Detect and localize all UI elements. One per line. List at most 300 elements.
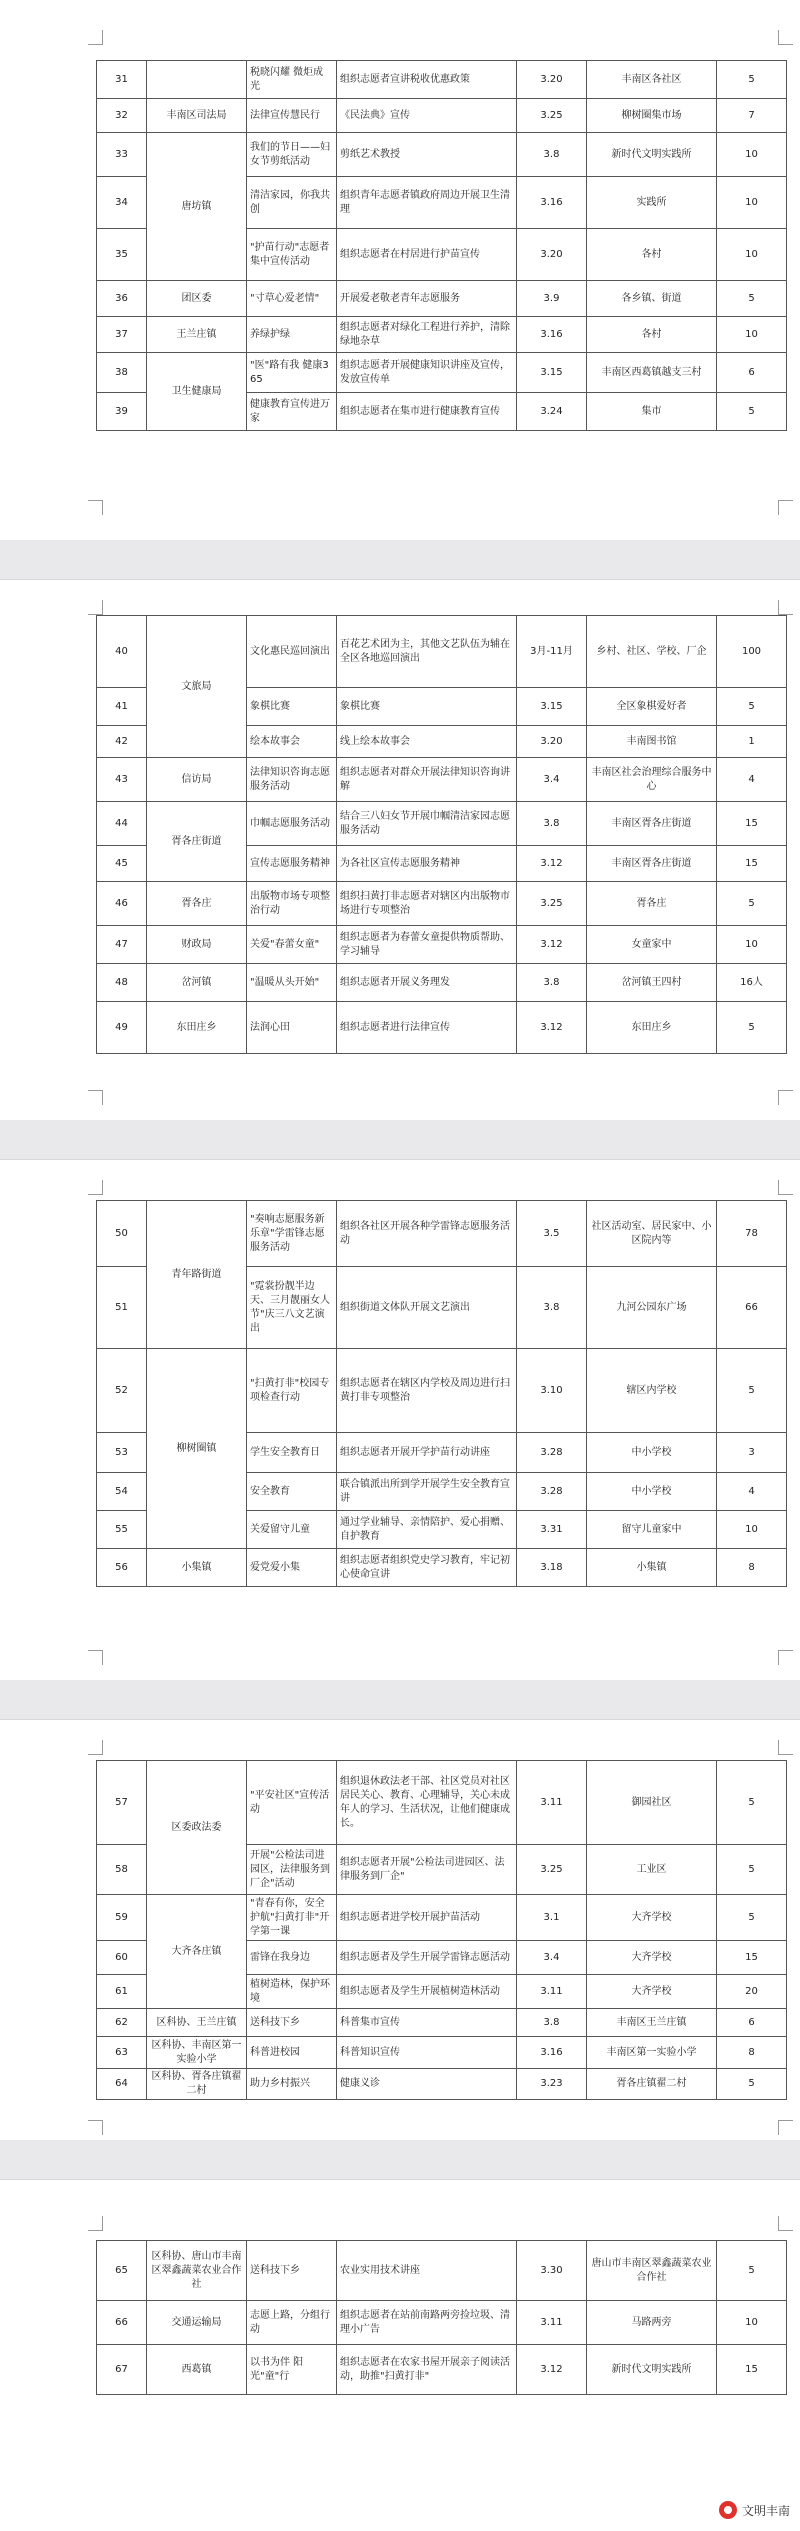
content-cell: 组织志愿者开展健康知识讲座及宣传，发放宣传单: [337, 353, 517, 393]
unit-cell: 交通运输局: [147, 2301, 247, 2345]
place-cell: 东田庄乡: [587, 1002, 717, 1054]
unit-cell: 小集镇: [147, 1549, 247, 1587]
unit-cell: 王兰庄镇: [147, 317, 247, 353]
crop-mark: [778, 1180, 793, 1195]
row-number: 33: [97, 133, 147, 177]
date-cell: 3.8: [517, 2009, 587, 2037]
unit-cell: 财政局: [147, 926, 247, 964]
date-cell: 3.28: [517, 1433, 587, 1473]
page-3: [0, 1160, 800, 1680]
unit-cell: 柳树圈镇: [147, 1349, 247, 1549]
activity-cell: "医"路有我 健康365: [247, 353, 337, 393]
unit-cell: 岔河镇: [147, 964, 247, 1002]
crop-mark: [88, 600, 103, 615]
row-number: 56: [97, 1549, 147, 1587]
unit-cell: 区委政法委: [147, 1761, 247, 1895]
count-cell: 15: [717, 2345, 787, 2395]
date-cell: 3.11: [517, 1761, 587, 1845]
table-row: [97, 2009, 787, 2037]
row-number: 31: [97, 61, 147, 99]
content-cell: 组织志愿者在村居进行护苗宣传: [337, 229, 517, 281]
table-row: [97, 2069, 787, 2100]
crop-mark: [88, 1740, 103, 1755]
table-row: [97, 1349, 787, 1433]
crop-mark: [88, 1090, 103, 1105]
date-cell: 3.10: [517, 1349, 587, 1433]
date-cell: 3.15: [517, 353, 587, 393]
unit-cell: 胥各庄: [147, 882, 247, 926]
activity-cell: 以书为伴 阳光"童"行: [247, 2345, 337, 2395]
activity-table: [96, 1200, 787, 1587]
count-cell: 10: [717, 229, 787, 281]
place-cell: 全区象棋爱好者: [587, 688, 717, 726]
place-cell: 中小学校: [587, 1473, 717, 1511]
page-5: [0, 2180, 800, 2531]
activity-cell: 学生安全教育日: [247, 1433, 337, 1473]
content-cell: 组织街道文体队开展文艺演出: [337, 1267, 517, 1349]
table-row: [97, 61, 787, 99]
content-cell: 组织志愿者进行法律宣传: [337, 1002, 517, 1054]
crop-mark: [778, 1740, 793, 1755]
content-cell: 组织志愿者在辖区内学校及周边进行扫黄打非专项整治: [337, 1349, 517, 1433]
count-cell: 4: [717, 1473, 787, 1511]
count-cell: 10: [717, 317, 787, 353]
place-cell: 岔河镇王四村: [587, 964, 717, 1002]
content-cell: 组织退休政法老干部、社区党员对社区居民关心、教育、心理辅导，关心未成年人的学习、生活状况，让他们健康成长。: [337, 1761, 517, 1845]
unit-cell: 青年路街道: [147, 1201, 247, 1349]
red-circle-logo-icon: [719, 2501, 737, 2519]
date-cell: 3.4: [517, 758, 587, 802]
content-cell: 组织志愿者在集市进行健康教育宣传: [337, 393, 517, 431]
activity-cell: "护苗行动"志愿者集中宣传活动: [247, 229, 337, 281]
count-cell: 16人: [717, 964, 787, 1002]
place-cell: 九河公园东广场: [587, 1267, 717, 1349]
crop-mark: [88, 30, 103, 45]
date-cell: 3.25: [517, 1845, 587, 1895]
table-row: [97, 2345, 787, 2395]
content-cell: 组织志愿者对绿化工程进行养护，清除绿地杂草: [337, 317, 517, 353]
date-cell: 3.25: [517, 882, 587, 926]
content-cell: 开展爱老敬老青年志愿服务: [337, 281, 517, 317]
count-cell: 10: [717, 926, 787, 964]
date-cell: 3.8: [517, 1267, 587, 1349]
place-cell: 小集镇: [587, 1549, 717, 1587]
page-gap: [0, 1120, 800, 1160]
activity-cell: 税晓闪耀 微炬成光: [247, 61, 337, 99]
activity-cell: "奏响志愿服务新乐章"学雷锋志愿服务活动: [247, 1201, 337, 1267]
place-cell: 各村: [587, 229, 717, 281]
count-cell: 3: [717, 1433, 787, 1473]
activity-cell: 关爱"春蕾女童": [247, 926, 337, 964]
content-cell: 组织志愿者开展开学护苗行动讲座: [337, 1433, 517, 1473]
crop-mark: [778, 30, 793, 45]
row-number: 55: [97, 1511, 147, 1549]
activity-cell: 养绿护绿: [247, 317, 337, 353]
row-number: 60: [97, 1941, 147, 1975]
unit-cell: 团区委: [147, 281, 247, 317]
unit-cell: 西葛镇: [147, 2345, 247, 2395]
count-cell: 10: [717, 2301, 787, 2345]
content-cell: 组织各社区开展各种学雷锋志愿服务活动: [337, 1201, 517, 1267]
row-number: 35: [97, 229, 147, 281]
count-cell: 5: [717, 882, 787, 926]
place-cell: 新时代文明实践所: [587, 2345, 717, 2395]
content-cell: 组织志愿者在农家书屋开展亲子阅读活动，助推"扫黄打非": [337, 2345, 517, 2395]
unit-cell: 区科协、丰南区第一实验小学: [147, 2037, 247, 2069]
activity-cell: 我们的节日——妇女节剪纸活动: [247, 133, 337, 177]
place-cell: 各村: [587, 317, 717, 353]
activity-cell: 象棋比赛: [247, 688, 337, 726]
activity-cell: 开展"公检法司进园区，法律服务到厂企"活动: [247, 1845, 337, 1895]
place-cell: 辖区内学校: [587, 1349, 717, 1433]
activity-cell: 科普进校园: [247, 2037, 337, 2069]
row-number: 36: [97, 281, 147, 317]
activity-cell: 志愿上路，分组行动: [247, 2301, 337, 2345]
place-cell: 马路两旁: [587, 2301, 717, 2345]
date-cell: 3.15: [517, 688, 587, 726]
table-row: [97, 882, 787, 926]
place-cell: 各乡镇、街道: [587, 281, 717, 317]
activity-cell: 法律知识咨询志愿服务活动: [247, 758, 337, 802]
row-number: 40: [97, 616, 147, 688]
activity-cell: 出版物市场专项整治行动: [247, 882, 337, 926]
content-cell: 农业实用技术讲座: [337, 2241, 517, 2301]
place-cell: 丰南图书馆: [587, 726, 717, 758]
place-cell: 大齐学校: [587, 1941, 717, 1975]
count-cell: 15: [717, 802, 787, 846]
count-cell: 5: [717, 1761, 787, 1845]
row-number: 44: [97, 802, 147, 846]
crop-mark: [778, 1650, 793, 1665]
count-cell: 10: [717, 133, 787, 177]
content-cell: 组织志愿者组织党史学习教育，牢记初心使命宣讲: [337, 1549, 517, 1587]
count-cell: 5: [717, 281, 787, 317]
content-cell: 组织扫黄打非志愿者对辖区内出版物市场进行专项整治: [337, 882, 517, 926]
content-cell: 百花艺术团为主，其他文艺队伍为辅在全区各地巡回演出: [337, 616, 517, 688]
activity-table: [96, 2240, 787, 2395]
row-number: 32: [97, 99, 147, 133]
content-cell: 组织志愿者及学生开展植树造林活动: [337, 1975, 517, 2009]
activity-cell: 爱党爱小集: [247, 1549, 337, 1587]
date-cell: 3.12: [517, 2345, 587, 2395]
activity-cell: 宣传志愿服务精神: [247, 846, 337, 882]
place-cell: 丰南区胥各庄街道: [587, 802, 717, 846]
place-cell: 丰南区王兰庄镇: [587, 2009, 717, 2037]
table-row: [97, 758, 787, 802]
row-number: 37: [97, 317, 147, 353]
page-gap: [0, 1680, 800, 1720]
count-cell: 7: [717, 99, 787, 133]
watermark-text: 文明丰南: [741, 2503, 790, 2518]
place-cell: 御园社区: [587, 1761, 717, 1845]
count-cell: 4: [717, 758, 787, 802]
content-cell: 象棋比赛: [337, 688, 517, 726]
crop-mark: [778, 2120, 793, 2135]
activity-cell: 关爱留守儿童: [247, 1511, 337, 1549]
unit-cell: 文旅局: [147, 616, 247, 758]
date-cell: 3.20: [517, 61, 587, 99]
count-cell: 15: [717, 846, 787, 882]
row-number: 47: [97, 926, 147, 964]
content-cell: 联合镇派出所到学开展学生安全教育宣讲: [337, 1473, 517, 1511]
date-cell: 3.31: [517, 1511, 587, 1549]
activity-cell: 绘本故事会: [247, 726, 337, 758]
date-cell: 3.12: [517, 926, 587, 964]
date-cell: 3.9: [517, 281, 587, 317]
count-cell: 5: [717, 688, 787, 726]
activity-cell: 助力乡村振兴: [247, 2069, 337, 2100]
unit-cell: [147, 61, 247, 99]
count-cell: 5: [717, 2241, 787, 2301]
row-number: 41: [97, 688, 147, 726]
content-cell: 剪纸艺术教授: [337, 133, 517, 177]
content-cell: 为各社区宣传志愿服务精神: [337, 846, 517, 882]
date-cell: 3.11: [517, 1975, 587, 2009]
content-cell: 结合三八妇女节开展巾帼清洁家园志愿服务活动: [337, 802, 517, 846]
unit-cell: 区科协、胥各庄镇翟二村: [147, 2069, 247, 2100]
row-number: 64: [97, 2069, 147, 2100]
unit-cell: 区科协、唐山市丰南区翠鑫蔬菜农业合作社: [147, 2241, 247, 2301]
content-cell: 组织志愿者进学校开展护苗活动: [337, 1895, 517, 1941]
place-cell: 实践所: [587, 177, 717, 229]
content-cell: 科普集市宣传: [337, 2009, 517, 2037]
row-number: 67: [97, 2345, 147, 2395]
count-cell: 5: [717, 1349, 787, 1433]
page-gap: [0, 2140, 800, 2180]
date-cell: 3.30: [517, 2241, 587, 2301]
place-cell: 唐山市丰南区翠鑫蔬菜农业合作社: [587, 2241, 717, 2301]
activity-cell: 雷锋在我身边: [247, 1941, 337, 1975]
crop-mark: [88, 2120, 103, 2135]
date-cell: 3.4: [517, 1941, 587, 1975]
content-cell: 健康义诊: [337, 2069, 517, 2100]
unit-cell: 东田庄乡: [147, 1002, 247, 1054]
row-number: 46: [97, 882, 147, 926]
row-number: 61: [97, 1975, 147, 2009]
table-row: [97, 1002, 787, 1054]
date-cell: 3.11: [517, 2301, 587, 2345]
place-cell: 柳树圈集市场: [587, 99, 717, 133]
count-cell: 66: [717, 1267, 787, 1349]
count-cell: 6: [717, 2009, 787, 2037]
content-cell: 组织志愿者在站前南路两旁捡垃圾、清理小广告: [337, 2301, 517, 2345]
page-1: [0, 0, 800, 540]
row-number: 38: [97, 353, 147, 393]
activity-cell: "霓裳扮靓半边天、三月靓丽女人节"庆三八文艺演出: [247, 1267, 337, 1349]
row-number: 49: [97, 1002, 147, 1054]
activity-cell: 巾帼志愿服务活动: [247, 802, 337, 846]
count-cell: 10: [717, 1511, 787, 1549]
content-cell: 组织志愿者对群众开展法律知识咨询讲解: [337, 758, 517, 802]
date-cell: 3.1: [517, 1895, 587, 1941]
date-cell: 3.8: [517, 964, 587, 1002]
count-cell: 5: [717, 393, 787, 431]
date-cell: 3.20: [517, 229, 587, 281]
place-cell: 胥各庄: [587, 882, 717, 926]
place-cell: 乡村、社区、学校、厂企: [587, 616, 717, 688]
activity-cell: "扫黄打非"校园专项检查行动: [247, 1349, 337, 1433]
row-number: 66: [97, 2301, 147, 2345]
crop-mark: [88, 2216, 103, 2231]
count-cell: 20: [717, 1975, 787, 2009]
date-cell: 3.24: [517, 393, 587, 431]
row-number: 62: [97, 2009, 147, 2037]
row-number: 39: [97, 393, 147, 431]
place-cell: 大齐学校: [587, 1895, 717, 1941]
row-number: 48: [97, 964, 147, 1002]
table-row: [97, 281, 787, 317]
content-cell: 组织志愿者宣讲税收优惠政策: [337, 61, 517, 99]
activity-cell: 法律宣传慧民行: [247, 99, 337, 133]
date-cell: 3.12: [517, 846, 587, 882]
content-cell: 《民法典》宣传: [337, 99, 517, 133]
unit-cell: 唐坊镇: [147, 133, 247, 281]
place-cell: 丰南区胥各庄街道: [587, 846, 717, 882]
row-number: 45: [97, 846, 147, 882]
table-row: [97, 1549, 787, 1587]
unit-cell: 丰南区司法局: [147, 99, 247, 133]
activity-cell: 清洁家园，你我共创: [247, 177, 337, 229]
crop-mark: [778, 600, 793, 615]
count-cell: 1: [717, 726, 787, 758]
crop-mark: [88, 500, 103, 515]
date-cell: 3.16: [517, 177, 587, 229]
crop-mark: [88, 1650, 103, 1665]
count-cell: 8: [717, 1549, 787, 1587]
table-row: [97, 964, 787, 1002]
place-cell: 中小学校: [587, 1433, 717, 1473]
table-row: [97, 1201, 787, 1267]
count-cell: 5: [717, 2069, 787, 2100]
crop-mark: [778, 500, 793, 515]
count-cell: 100: [717, 616, 787, 688]
row-number: 42: [97, 726, 147, 758]
content-cell: 线上绘本故事会: [337, 726, 517, 758]
activity-cell: "平安社区"宣传活动: [247, 1761, 337, 1845]
unit-cell: 胥各庄街道: [147, 802, 247, 882]
content-cell: 组织青年志愿者镇政府周边开展卫生清理: [337, 177, 517, 229]
place-cell: 丰南区第一实验小学: [587, 2037, 717, 2069]
page-4: [0, 1720, 800, 2140]
content-cell: 组织志愿者开展"公检法司进园区、法律服务到厂企": [337, 1845, 517, 1895]
table-row: [97, 353, 787, 393]
place-cell: 女童家中: [587, 926, 717, 964]
page-gap: [0, 540, 800, 580]
count-cell: 5: [717, 1845, 787, 1895]
table-row: [97, 802, 787, 846]
unit-cell: 信访局: [147, 758, 247, 802]
row-number: 63: [97, 2037, 147, 2069]
activity-cell: "青春有你，安全护航"扫黄打非"开学第一课: [247, 1895, 337, 1941]
table-row: [97, 317, 787, 353]
date-cell: 3.8: [517, 802, 587, 846]
count-cell: 15: [717, 1941, 787, 1975]
activity-cell: 送科技下乡: [247, 2241, 337, 2301]
activity-cell: 健康教育宣传进万家: [247, 393, 337, 431]
crop-mark: [778, 1090, 793, 1105]
date-cell: 3.16: [517, 2037, 587, 2069]
date-cell: 3.5: [517, 1201, 587, 1267]
unit-cell: 卫生健康局: [147, 353, 247, 431]
count-cell: 10: [717, 177, 787, 229]
table-row: [97, 1895, 787, 1941]
row-number: 34: [97, 177, 147, 229]
page-2: [0, 580, 800, 1120]
date-cell: 3.20: [517, 726, 587, 758]
activity-table: [96, 60, 787, 431]
date-cell: 3.8: [517, 133, 587, 177]
row-number: 43: [97, 758, 147, 802]
crop-mark: [778, 2216, 793, 2231]
activity-cell: 安全教育: [247, 1473, 337, 1511]
content-cell: 组织志愿者为春蕾女童提供物质帮助、学习辅导: [337, 926, 517, 964]
place-cell: 丰南区西葛镇越支三村: [587, 353, 717, 393]
activity-cell: "寸草心爱老情": [247, 281, 337, 317]
place-cell: 工业区: [587, 1845, 717, 1895]
row-number: 65: [97, 2241, 147, 2301]
count-cell: 78: [717, 1201, 787, 1267]
table-row: [97, 1761, 787, 1845]
date-cell: 3.12: [517, 1002, 587, 1054]
table-row: [97, 133, 787, 177]
date-cell: 3.16: [517, 317, 587, 353]
activity-cell: 植树造林，保护环境: [247, 1975, 337, 2009]
row-number: 58: [97, 1845, 147, 1895]
row-number: 54: [97, 1473, 147, 1511]
place-cell: 胥各庄镇翟二村: [587, 2069, 717, 2100]
row-number: 57: [97, 1761, 147, 1845]
activity-table: [96, 615, 787, 1054]
count-cell: 5: [717, 61, 787, 99]
table-row: [97, 2241, 787, 2301]
row-number: 59: [97, 1895, 147, 1941]
place-cell: 留守儿童家中: [587, 1511, 717, 1549]
table-row: [97, 2301, 787, 2345]
activity-cell: 送科技下乡: [247, 2009, 337, 2037]
count-cell: 8: [717, 2037, 787, 2069]
place-cell: 新时代文明实践所: [587, 133, 717, 177]
table-row: [97, 2037, 787, 2069]
unit-cell: 大齐各庄镇: [147, 1895, 247, 2009]
count-cell: 5: [717, 1002, 787, 1054]
place-cell: 社区活动室、居民家中、小区院内等: [587, 1201, 717, 1267]
watermark: [719, 2499, 790, 2521]
count-cell: 5: [717, 1895, 787, 1941]
row-number: 52: [97, 1349, 147, 1433]
count-cell: 6: [717, 353, 787, 393]
row-number: 50: [97, 1201, 147, 1267]
row-number: 51: [97, 1267, 147, 1349]
content-cell: 组织志愿者开展义务理发: [337, 964, 517, 1002]
content-cell: 组织志愿者及学生开展学雷锋志愿活动: [337, 1941, 517, 1975]
date-cell: 3月-11月: [517, 616, 587, 688]
crop-mark: [88, 1180, 103, 1195]
place-cell: 集市: [587, 393, 717, 431]
row-number: 53: [97, 1433, 147, 1473]
table-row: [97, 616, 787, 688]
table-row: [97, 926, 787, 964]
activity-cell: 法润心田: [247, 1002, 337, 1054]
date-cell: 3.25: [517, 99, 587, 133]
place-cell: 大齐学校: [587, 1975, 717, 2009]
content-cell: 科普知识宣传: [337, 2037, 517, 2069]
activity-cell: 文化惠民巡回演出: [247, 616, 337, 688]
date-cell: 3.28: [517, 1473, 587, 1511]
table-row: [97, 99, 787, 133]
unit-cell: 区科协、王兰庄镇: [147, 2009, 247, 2037]
place-cell: 丰南区社会治理综合服务中心: [587, 758, 717, 802]
place-cell: 丰南区各社区: [587, 61, 717, 99]
